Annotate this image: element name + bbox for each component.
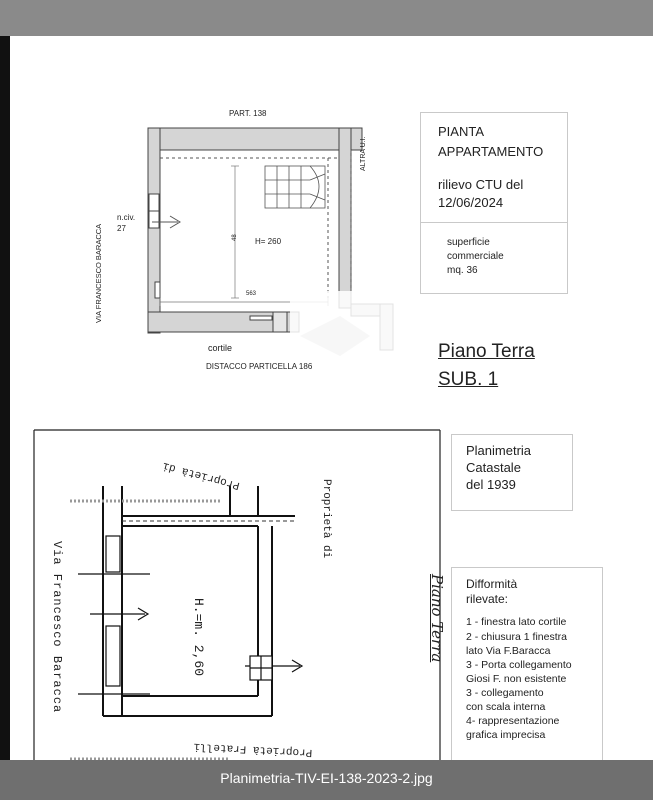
differences-item: 3 - Porta collegamento xyxy=(466,659,572,671)
street-label-top: VIA FRANCESCO BARACCA xyxy=(94,223,103,323)
surface-box xyxy=(420,222,568,294)
survey-line2: 12/06/2024 xyxy=(438,195,504,210)
dim-horizontal: 563 xyxy=(246,291,257,297)
image-filename: Planimetria-TIV-EI-138-2023-2.jpg xyxy=(220,770,433,786)
altra-label: ALTRA U.I. xyxy=(360,136,367,171)
viewer-top-bar xyxy=(0,0,653,36)
cadastral-box xyxy=(451,434,573,511)
plan-title-box xyxy=(420,112,568,224)
differences-title-line2: rilevate: xyxy=(466,592,509,606)
civic-label: n.civ. xyxy=(117,213,136,222)
cadastral-line2: Catastale xyxy=(466,460,521,475)
plan-title-line1: PIANTA xyxy=(438,124,484,139)
civic-number: 27 xyxy=(117,224,126,233)
street-label-bottom: Via Francesco Baracca xyxy=(50,541,64,714)
viewer-left-edge xyxy=(0,36,10,766)
top-owner-label: Proprietà di xyxy=(161,458,242,491)
part-label: PART. 138 xyxy=(229,109,267,118)
viewer-caption-bar xyxy=(0,760,653,800)
document-page xyxy=(10,36,653,766)
survey-line1: rilievo CTU del xyxy=(438,177,524,192)
differences-title-line1: Difformità xyxy=(466,577,518,591)
differences-item: con scala interna xyxy=(466,701,546,713)
cortile-label: cortile xyxy=(208,343,233,353)
height-label-top: H= 260 xyxy=(255,237,282,246)
floor-heading-line2: SUB. 1 xyxy=(438,369,499,390)
differences-item: grafica imprecisa xyxy=(466,729,546,741)
floor-heading-line1: Piano Terra xyxy=(438,341,535,362)
distacco-label: DISTACCO PARTICELLA 186 xyxy=(206,362,313,371)
right-owner-label: Proprietà di xyxy=(320,479,332,559)
bottom-owner-label: Proprietà Fratelli xyxy=(193,739,313,758)
differences-item: 4- rappresentazione xyxy=(466,715,560,727)
differences-item: 2 - chiusura 1 finestra xyxy=(466,631,567,643)
floor-handwritten-label: Piano Terra xyxy=(428,574,446,663)
height-label-bottom: H.=m. 2,60 xyxy=(191,598,206,677)
differences-item: 1 - finestra lato cortile xyxy=(466,616,567,628)
surface-line3: mq. 36 xyxy=(447,265,478,276)
differences-item: lato Via F.Baracca xyxy=(466,645,551,657)
differences-box xyxy=(451,567,603,762)
differences-item: Giosi F. non esistente xyxy=(466,673,567,685)
surface-line2: commerciale xyxy=(447,251,504,262)
cadastral-line1: Planimetria xyxy=(466,443,532,458)
surface-line1: superficie xyxy=(447,237,490,248)
plan-title-line2: APPARTAMENTO xyxy=(438,144,544,159)
differences-item: 3 - collegamento xyxy=(466,687,544,699)
dim-vertical: 48 xyxy=(232,234,238,241)
cadastral-line3: del 1939 xyxy=(466,477,516,492)
